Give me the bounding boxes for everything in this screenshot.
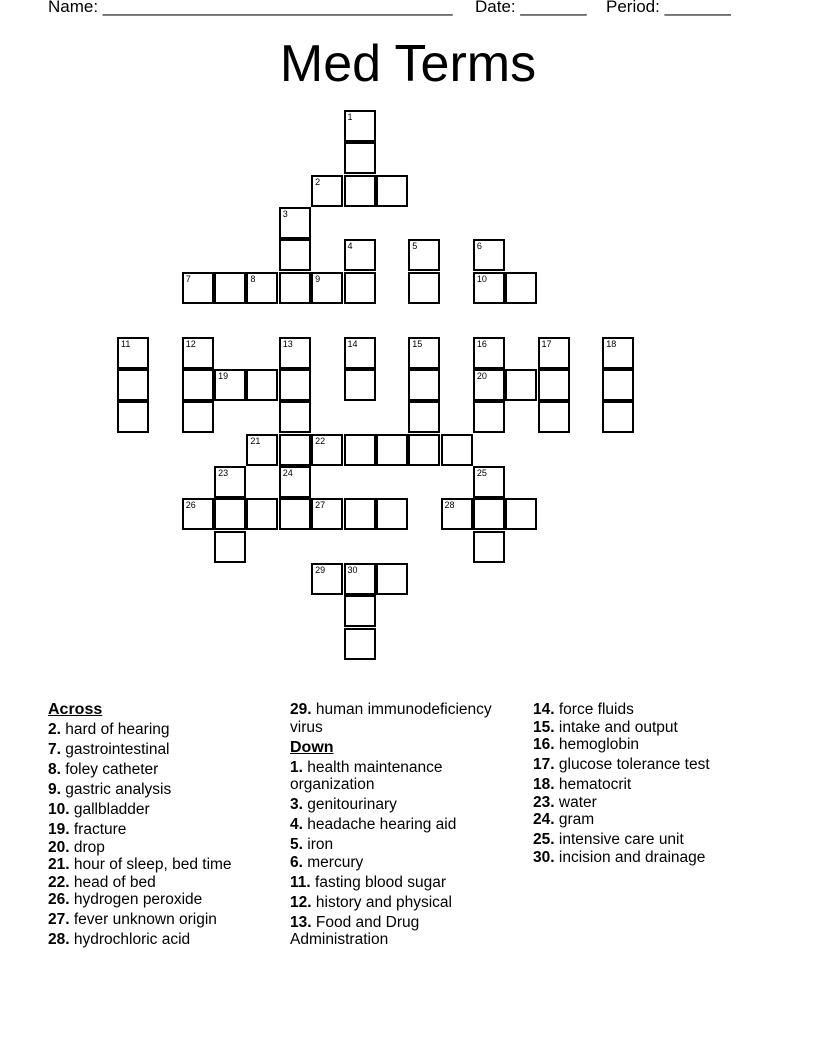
down-heading: Down xyxy=(290,738,334,756)
cell-number: 23 xyxy=(218,467,229,478)
grid-cell[interactable] xyxy=(441,434,473,466)
grid-cell[interactable] xyxy=(311,563,343,595)
grid-cell[interactable] xyxy=(279,272,311,304)
grid-cell[interactable] xyxy=(279,239,311,271)
clue-down-13: 13. Food and Drug Administration xyxy=(290,913,420,948)
grid-cell[interactable] xyxy=(279,207,311,239)
cell-number: 17 xyxy=(541,338,552,349)
cell-number: 25 xyxy=(476,467,487,478)
grid-cell[interactable] xyxy=(473,466,505,498)
grid-cell[interactable] xyxy=(602,369,634,401)
grid-cell[interactable] xyxy=(473,337,505,369)
grid-cell[interactable] xyxy=(473,401,505,433)
clue-down-6: 6. mercury xyxy=(290,853,364,871)
grid-cell[interactable] xyxy=(311,272,343,304)
cell-number: 9 xyxy=(315,273,321,284)
clue-across-22: 22. head of bed xyxy=(48,873,156,891)
clue-across-29: 29. human immunodeficiency virus xyxy=(290,701,492,736)
grid-cell[interactable] xyxy=(441,498,473,530)
grid-cell[interactable] xyxy=(344,272,376,304)
grid-cell[interactable] xyxy=(602,337,634,369)
clue-across-27: 27. fever unknown origin xyxy=(48,911,217,928)
grid-cell[interactable] xyxy=(279,466,311,498)
grid-cell[interactable] xyxy=(473,531,505,563)
grid-cell[interactable] xyxy=(344,498,376,530)
grid-cell[interactable] xyxy=(344,628,376,660)
clues-column-3 xyxy=(533,701,773,866)
cell-number: 13 xyxy=(282,338,293,349)
clues-column-2 xyxy=(290,701,510,949)
clue-across-26: 26. hydrogen peroxide xyxy=(48,891,203,908)
clue-down-30: 30. incision and drainage xyxy=(533,848,706,866)
grid-cell[interactable] xyxy=(311,175,343,207)
grid-cell[interactable] xyxy=(246,369,278,401)
grid-cell[interactable] xyxy=(344,239,376,271)
grid-cell[interactable] xyxy=(214,466,246,498)
cell-number: 7 xyxy=(185,273,191,284)
grid-cell[interactable] xyxy=(344,563,376,595)
cell-number: 10 xyxy=(476,273,487,284)
grid-cell[interactable] xyxy=(408,401,440,433)
clue-across-21: 21. hour of sleep, bed time xyxy=(48,856,232,873)
grid-cell[interactable] xyxy=(473,498,505,530)
grid-cell[interactable] xyxy=(214,272,246,304)
clue-down-18: 18. hematocrit xyxy=(533,776,632,793)
grid-cell[interactable] xyxy=(408,239,440,271)
grid-cell[interactable] xyxy=(311,434,343,466)
grid-cell[interactable] xyxy=(246,272,278,304)
cell-number: 21 xyxy=(250,435,261,446)
cell-number: 12 xyxy=(185,338,196,349)
cell-number: 30 xyxy=(347,564,358,575)
grid-cell[interactable] xyxy=(117,401,149,433)
clue-down-23: 23. water xyxy=(533,793,597,811)
grid-cell[interactable] xyxy=(473,369,505,401)
clue-across-10: 10. gallbladder xyxy=(48,801,150,818)
grid-cell[interactable] xyxy=(279,369,311,401)
across-heading: Across xyxy=(48,701,103,718)
grid-cell[interactable] xyxy=(214,369,246,401)
cell-number: 1 xyxy=(347,112,353,122)
name-field-label: Name: _____________________________________ xyxy=(48,0,453,16)
clue-across-19: 19. fracture xyxy=(48,821,127,838)
cell-number: 19 xyxy=(218,370,229,381)
cell-number: 15 xyxy=(412,338,423,349)
grid-cell[interactable] xyxy=(279,434,311,466)
grid-cell[interactable] xyxy=(376,498,408,530)
clue-down-3: 3. genitourinary xyxy=(290,796,397,813)
grid-cell[interactable] xyxy=(279,337,311,369)
cell-number: 8 xyxy=(250,273,256,284)
clue-across-28: 28. hydrochloric acid xyxy=(48,931,191,948)
cell-number: 26 xyxy=(185,500,196,511)
grid-cell[interactable] xyxy=(408,434,440,466)
cell-number: 16 xyxy=(476,338,487,349)
clue-across-9: 9. gastric analysis xyxy=(48,781,172,798)
cell-number: 6 xyxy=(476,241,482,252)
clue-down-1: 1. health maintenance organization xyxy=(290,758,443,793)
clue-down-17: 17. glucose tolerance test xyxy=(533,756,710,773)
clue-down-16: 16. hemoglobin xyxy=(533,736,640,753)
grid-cell[interactable] xyxy=(408,369,440,401)
page-title: Med Terms xyxy=(279,35,537,93)
grid-cell[interactable] xyxy=(505,369,537,401)
grid-cell[interactable] xyxy=(344,369,376,401)
grid-cell[interactable] xyxy=(344,595,376,627)
grid-cell[interactable] xyxy=(279,401,311,433)
grid-cell[interactable] xyxy=(182,401,214,433)
grid-cell[interactable] xyxy=(538,369,570,401)
clue-across-8: 8. foley catheter xyxy=(48,761,159,778)
grid-cell[interactable] xyxy=(505,272,537,304)
grid-cell[interactable] xyxy=(376,563,408,595)
grid-cell[interactable] xyxy=(473,239,505,271)
period-field-label: Period: _______ xyxy=(606,0,731,16)
cell-number: 11 xyxy=(121,338,131,349)
clue-down-11: 11. fasting blood sugar xyxy=(290,873,446,891)
grid-cell[interactable] xyxy=(117,369,149,401)
grid-cell[interactable] xyxy=(214,531,246,563)
grid-cell[interactable] xyxy=(538,337,570,369)
grid-cell[interactable] xyxy=(344,434,376,466)
clue-down-15: 15. intake and output xyxy=(533,718,678,736)
grid-cell[interactable] xyxy=(214,498,246,530)
cell-number: 18 xyxy=(606,338,617,349)
cell-number: 3 xyxy=(282,209,288,220)
grid-cell[interactable] xyxy=(505,498,537,530)
grid-cell[interactable] xyxy=(344,337,376,369)
cell-number: 29 xyxy=(315,564,326,575)
clue-down-14: 14. force fluids xyxy=(533,701,634,718)
cell-number: 4 xyxy=(347,241,353,252)
grid-cell[interactable] xyxy=(279,498,311,530)
cell-number: 20 xyxy=(476,370,487,381)
grid-cell[interactable] xyxy=(246,498,278,530)
grid-cell[interactable] xyxy=(408,272,440,304)
clue-across-2: 2. hard of hearing xyxy=(48,721,170,738)
clue-across-7: 7. gastrointestinal xyxy=(48,741,170,758)
cell-number: 14 xyxy=(347,338,358,349)
cell-number: 24 xyxy=(282,467,293,478)
clue-across-20: 20. drop xyxy=(48,838,105,856)
grid-cell[interactable] xyxy=(538,401,570,433)
grid-cell[interactable] xyxy=(602,401,634,433)
grid-cell[interactable] xyxy=(344,110,376,142)
date-field-label: Date: _______ xyxy=(475,0,587,16)
cell-number: 2 xyxy=(315,176,321,187)
grid-cell[interactable] xyxy=(408,337,440,369)
clue-down-24: 24. gram xyxy=(533,811,595,828)
clue-down-25: 25. intensive care unit xyxy=(533,831,684,848)
cell-number: 5 xyxy=(412,241,418,252)
clue-down-5: 5. iron xyxy=(290,836,334,853)
grid-cell[interactable] xyxy=(182,337,214,369)
grid-cell[interactable] xyxy=(344,142,376,174)
grid-cell[interactable] xyxy=(117,337,149,369)
cell-number: 22 xyxy=(315,435,326,446)
cell-number: 28 xyxy=(444,500,455,511)
grid-cell[interactable] xyxy=(376,434,408,466)
grid-cell[interactable] xyxy=(311,498,343,530)
grid-cell[interactable] xyxy=(182,369,214,401)
clue-down-4: 4. headache hearing aid xyxy=(290,816,457,833)
clues-column-1 xyxy=(48,701,283,949)
grid-cell[interactable] xyxy=(246,434,278,466)
grid-cell[interactable] xyxy=(344,175,376,207)
grid-cell[interactable] xyxy=(182,498,214,530)
cell-number: 27 xyxy=(315,500,326,511)
clue-down-12: 12. history and physical xyxy=(290,893,452,911)
grid-cell[interactable] xyxy=(182,272,214,304)
grid-cell[interactable] xyxy=(473,272,505,304)
grid-cell[interactable] xyxy=(376,175,408,207)
